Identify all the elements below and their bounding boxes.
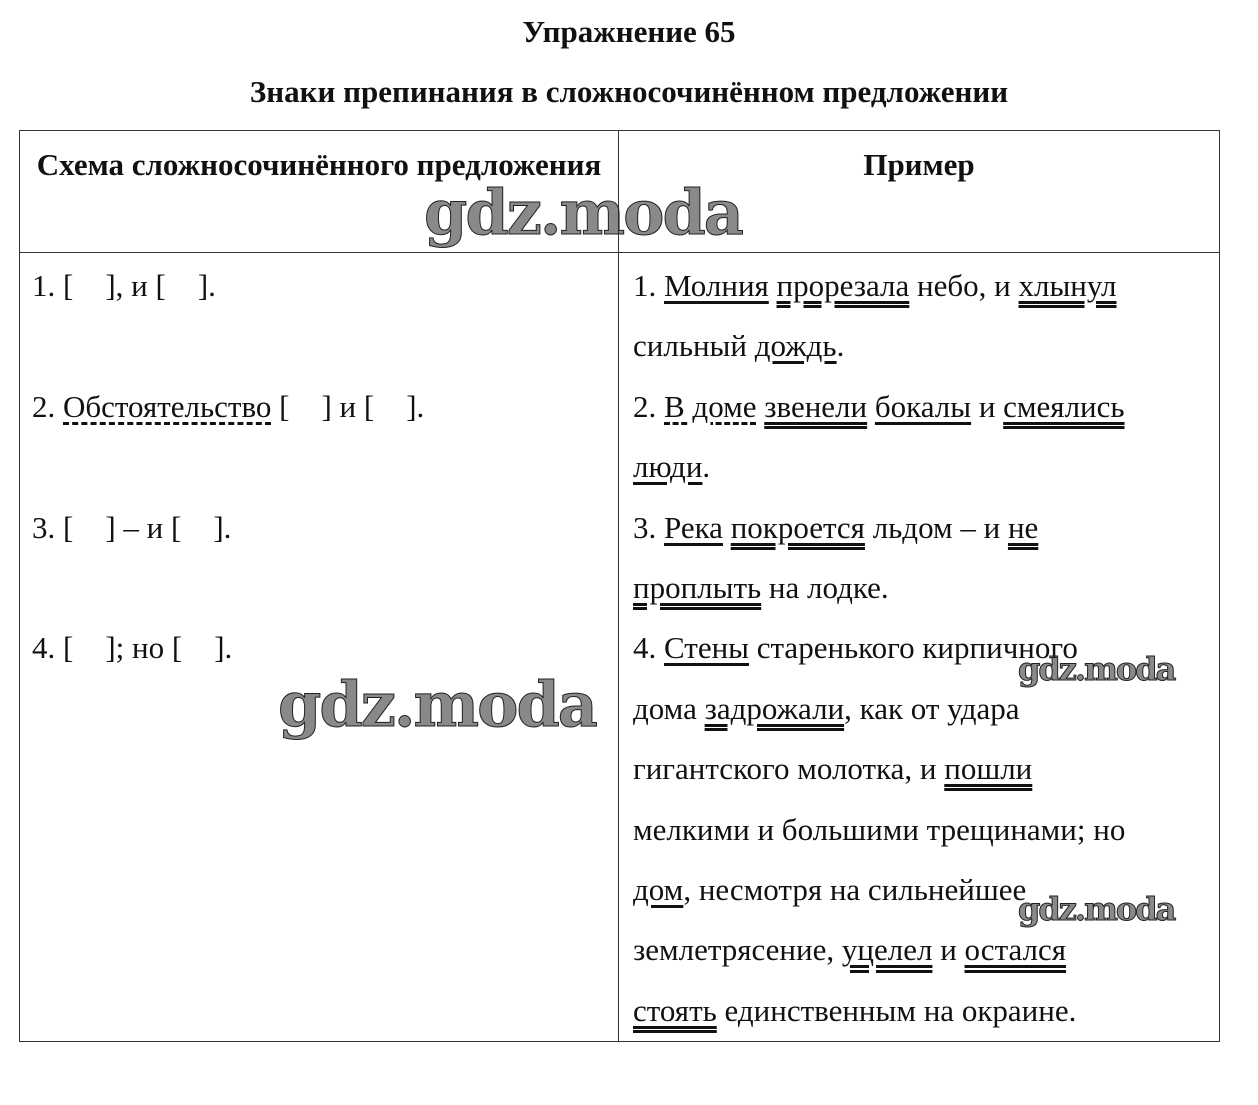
watermark: gdz.moda — [278, 668, 596, 741]
example-column-header: Пример — [619, 131, 1220, 253]
example-cell — [619, 253, 1220, 1042]
watermark: gdz.moda — [1018, 890, 1175, 928]
topic-title: Знаки препинания в сложносочинённом предложении — [249, 74, 1009, 109]
scheme-cell — [20, 253, 619, 1042]
example-1: 1. Молния прорезала небо, и хлынул сильный дождь. — [633, 268, 1117, 364]
example-3: 3. Река покроется льдом – и не проплыть на лодке. — [633, 509, 1039, 606]
watermark: gdz.moda — [424, 176, 742, 249]
scheme-3: 3. [ ] – и [ ]. — [32, 509, 232, 545]
table-header-row — [20, 131, 1220, 253]
table-row — [20, 253, 1220, 1042]
scheme-4: 4. [ ]; но [ ]. — [32, 630, 233, 666]
example-4: 4. Стены старенького кирпичного дома задрожали, как от удара гигантского молотка, и пошли мелкими и большими трещинами; но дом, несмотря на сильнейшее землетрясение, уцелел и остался стоять единственным на окраине. — [633, 630, 1126, 1028]
example-2: 2. В доме звенели бокалы и смеялись люди. — [633, 388, 1125, 485]
watermark: gdz.moda — [1018, 650, 1175, 688]
scheme-1: 1. [ ], и [ ]. — [32, 268, 216, 303]
scheme-2: 2. Обстоятельство [ ] и [ ]. — [32, 388, 425, 424]
exercise-title: Упражнение 65 — [522, 14, 736, 49]
punctuation-table — [19, 130, 1220, 1042]
scheme-column-header: Схема сложносочинённого предложения — [20, 131, 619, 253]
